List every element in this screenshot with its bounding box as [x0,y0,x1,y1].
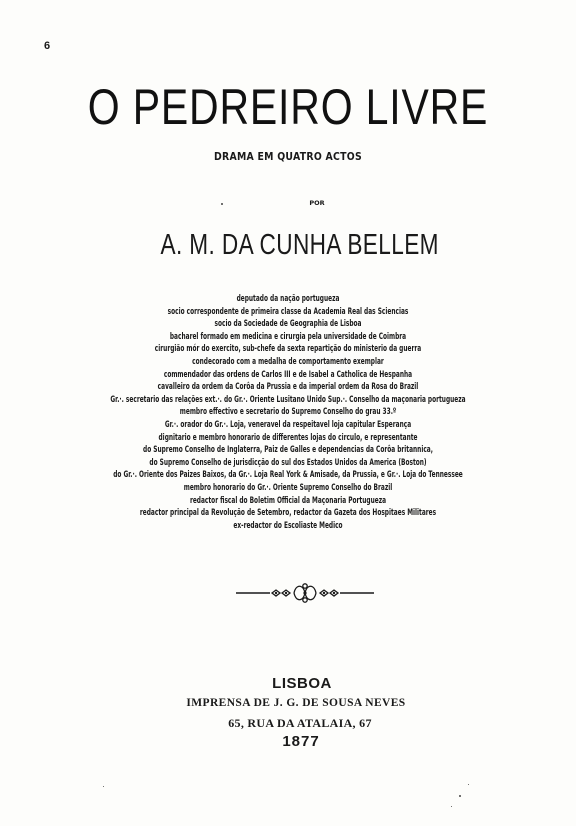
by-line: POR [309,199,325,207]
credential-line: do Supremo Conselho de jurisdicção do sul dos Estados Unidos da America (Boston) [149,457,427,468]
credential-line: socio da Sociedade de Geographia de Lisboa [214,319,362,330]
credential-line: membro effectivo e secretario do Supremo Conselho do grau 33.º [179,407,397,418]
paper-speck [451,806,452,807]
printer-name: IMPRENSA DE J. G. DE SOUSA NEVES [186,697,406,709]
credential-line: ex-redactor do Escoliaste Medico [233,520,343,531]
credential-line: deputado da nação portugueza [236,294,340,304]
printer-address: 65, RUA DA ATALAIA, 67 [228,716,372,730]
credential-line: condecorado com a medalha de comportamento exemplar [192,356,384,367]
credential-line: Gr.·. secretario das relações ext.·. do Gr.·. Oriente Lusitano Unido Sup.·. Conselho da maçonaria portugueza [110,394,466,405]
credential-line: socio correspondente de primeira classe da Academia Real das Sciencias [167,306,409,317]
paper-speck [468,784,469,785]
page-mark: 6 [44,40,51,52]
credential-line: redactor fiscal do Boletim Official da Maçonaria Portugueza [189,495,387,506]
credential-line: redactor principal da Revolução de Setembro, redactor da Gazeta dos Hospitaes Militares [139,508,437,519]
credential-line: do Gr.·. Oriente dos Paizes Baixos, da Gr.·. Loja Real York & Amisade, da Prussia, e Gr.·. Loja do Tennessee [113,470,463,481]
credential-line: dignitario e membro honorario de differentes lojas do circulo, e representante [158,432,418,443]
credential-line: cavalleiro da ordem da Corôa da Prussia e da imperial ordem da Rosa do Brazil [157,382,419,393]
credential-line: Gr.·. orador do Gr.·. Loja, veneravel da respeitavel loja capitular Esperança [164,419,412,430]
credential-line: cirurgião mór do exercito, sub-chefe da sexta repartição do ministerio da guerra [154,344,422,355]
credential-line: commendador das ordens de Carlos III e de Isabel a Catholica de Hespanha [163,369,413,380]
credential-line: do Supremo Conselho de Inglaterra, Paiz de Galles e dependencias da Corôa britannica, [143,445,433,456]
book-subtitle: DRAMA EM QUATRO ACTOS [213,150,363,163]
publication-place: LISBOA [272,675,332,692]
book-title: O PEDREIRO LIVRE [87,79,489,135]
credential-line: bacharel formado em medicina e cirurgia pela universidade de Coimbra [169,331,407,342]
paper-speck [103,786,104,787]
paper-speck [459,795,461,797]
printers-ornament-icon [0,582,576,604]
paper-speck [221,203,223,205]
author-name: A. M. DA CUNHA BELLEM [160,229,439,261]
author-credentials [0,293,576,532]
publication-year: 1877 [282,733,320,750]
credential-line: membro honorario do Gr.·. Oriente Supremo Conselho do Brazil [183,482,393,493]
